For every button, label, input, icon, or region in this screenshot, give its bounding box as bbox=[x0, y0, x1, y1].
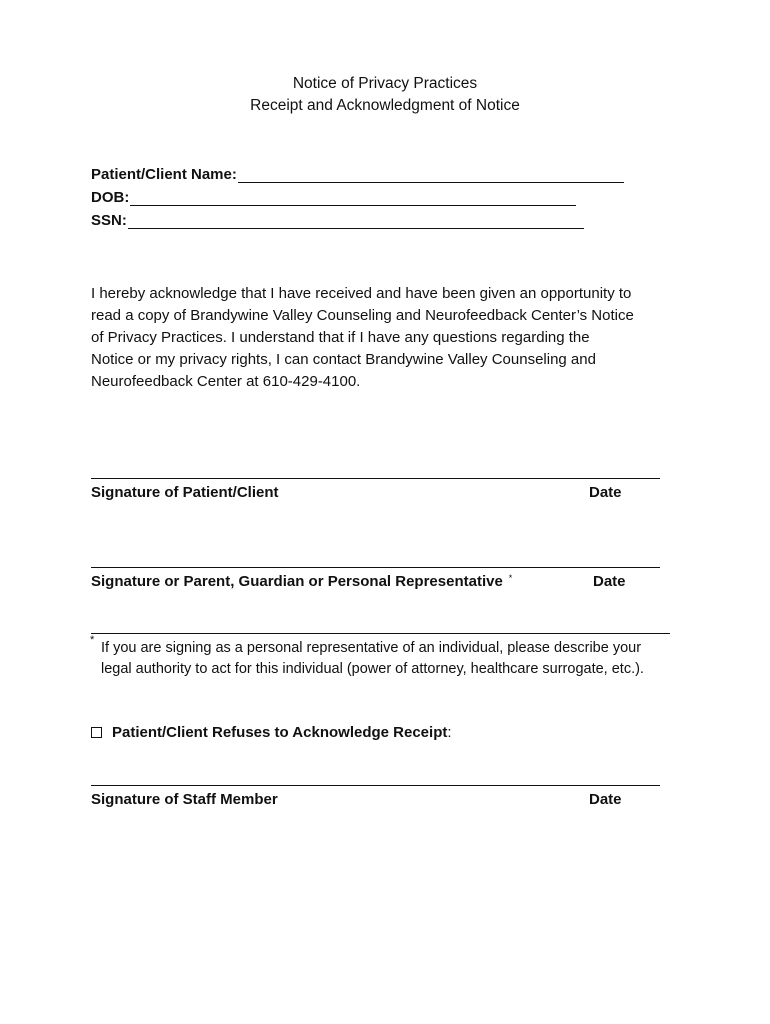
dob-label: DOB: bbox=[91, 189, 130, 206]
patient-name-blank[interactable] bbox=[238, 168, 624, 183]
representative-signature-line[interactable] bbox=[91, 567, 660, 568]
footnote-marker: * bbox=[90, 634, 95, 646]
dob-field[interactable] bbox=[91, 189, 576, 206]
ssn-field[interactable] bbox=[91, 212, 584, 229]
ssn-label: SSN: bbox=[91, 212, 127, 229]
patient-name-field[interactable] bbox=[91, 166, 624, 183]
staff-signature-label: Signature of Staff Member bbox=[91, 791, 278, 808]
patient-name-label: Patient/Client Name: bbox=[91, 166, 237, 183]
acknowledgment-line: of Privacy Practices. I understand that if I have any questions regarding the bbox=[91, 329, 590, 346]
footnote-divider bbox=[91, 633, 670, 634]
representative-signature-label: Signature or Parent, Guardian or Personal Representative bbox=[91, 573, 503, 590]
form-title: Notice of Privacy Practices bbox=[292, 75, 478, 92]
footnote-line: If you are signing as a personal representative of an individual, please describe your bbox=[101, 640, 642, 656]
acknowledgment-line: I hereby acknowledge that I have received and have been given an opportunity to bbox=[91, 285, 632, 302]
acknowledgment-line: Neurofeedback Center at 610-429-4100. bbox=[91, 373, 361, 390]
acknowledgment-line: Notice or my privacy rights, I can contact Brandywine Valley Counseling and bbox=[91, 351, 596, 368]
patient-signature-line[interactable] bbox=[91, 478, 660, 479]
refusal-label: Patient/Client Refuses to Acknowledge Receipt bbox=[112, 724, 448, 741]
refusal-option[interactable] bbox=[91, 724, 452, 741]
representative-signature-label-group bbox=[91, 573, 512, 590]
refusal-checkbox[interactable] bbox=[91, 727, 102, 738]
acknowledgment-line: read a copy of Brandywine Valley Counseling and Neurofeedback Center’s Notice bbox=[91, 307, 634, 324]
dob-blank[interactable] bbox=[130, 191, 576, 206]
footnote-line: legal authority to act for this individual (power of attorney, healthcare surrogate, etc.). bbox=[101, 661, 644, 677]
representative-date-label: Date bbox=[593, 573, 626, 590]
acknowledgment-paragraph bbox=[91, 283, 691, 393]
representative-footnote-mark: * bbox=[508, 573, 513, 583]
staff-signature-line[interactable] bbox=[91, 785, 660, 786]
footnote-text bbox=[101, 638, 644, 680]
patient-signature-label: Signature of Patient/Client bbox=[91, 484, 279, 501]
patient-date-label: Date bbox=[589, 484, 622, 501]
staff-date-label: Date bbox=[589, 791, 622, 808]
ssn-blank[interactable] bbox=[128, 214, 584, 229]
form-subtitle: Receipt and Acknowledgment of Notice bbox=[250, 97, 520, 114]
refusal-colon: : bbox=[447, 724, 452, 741]
